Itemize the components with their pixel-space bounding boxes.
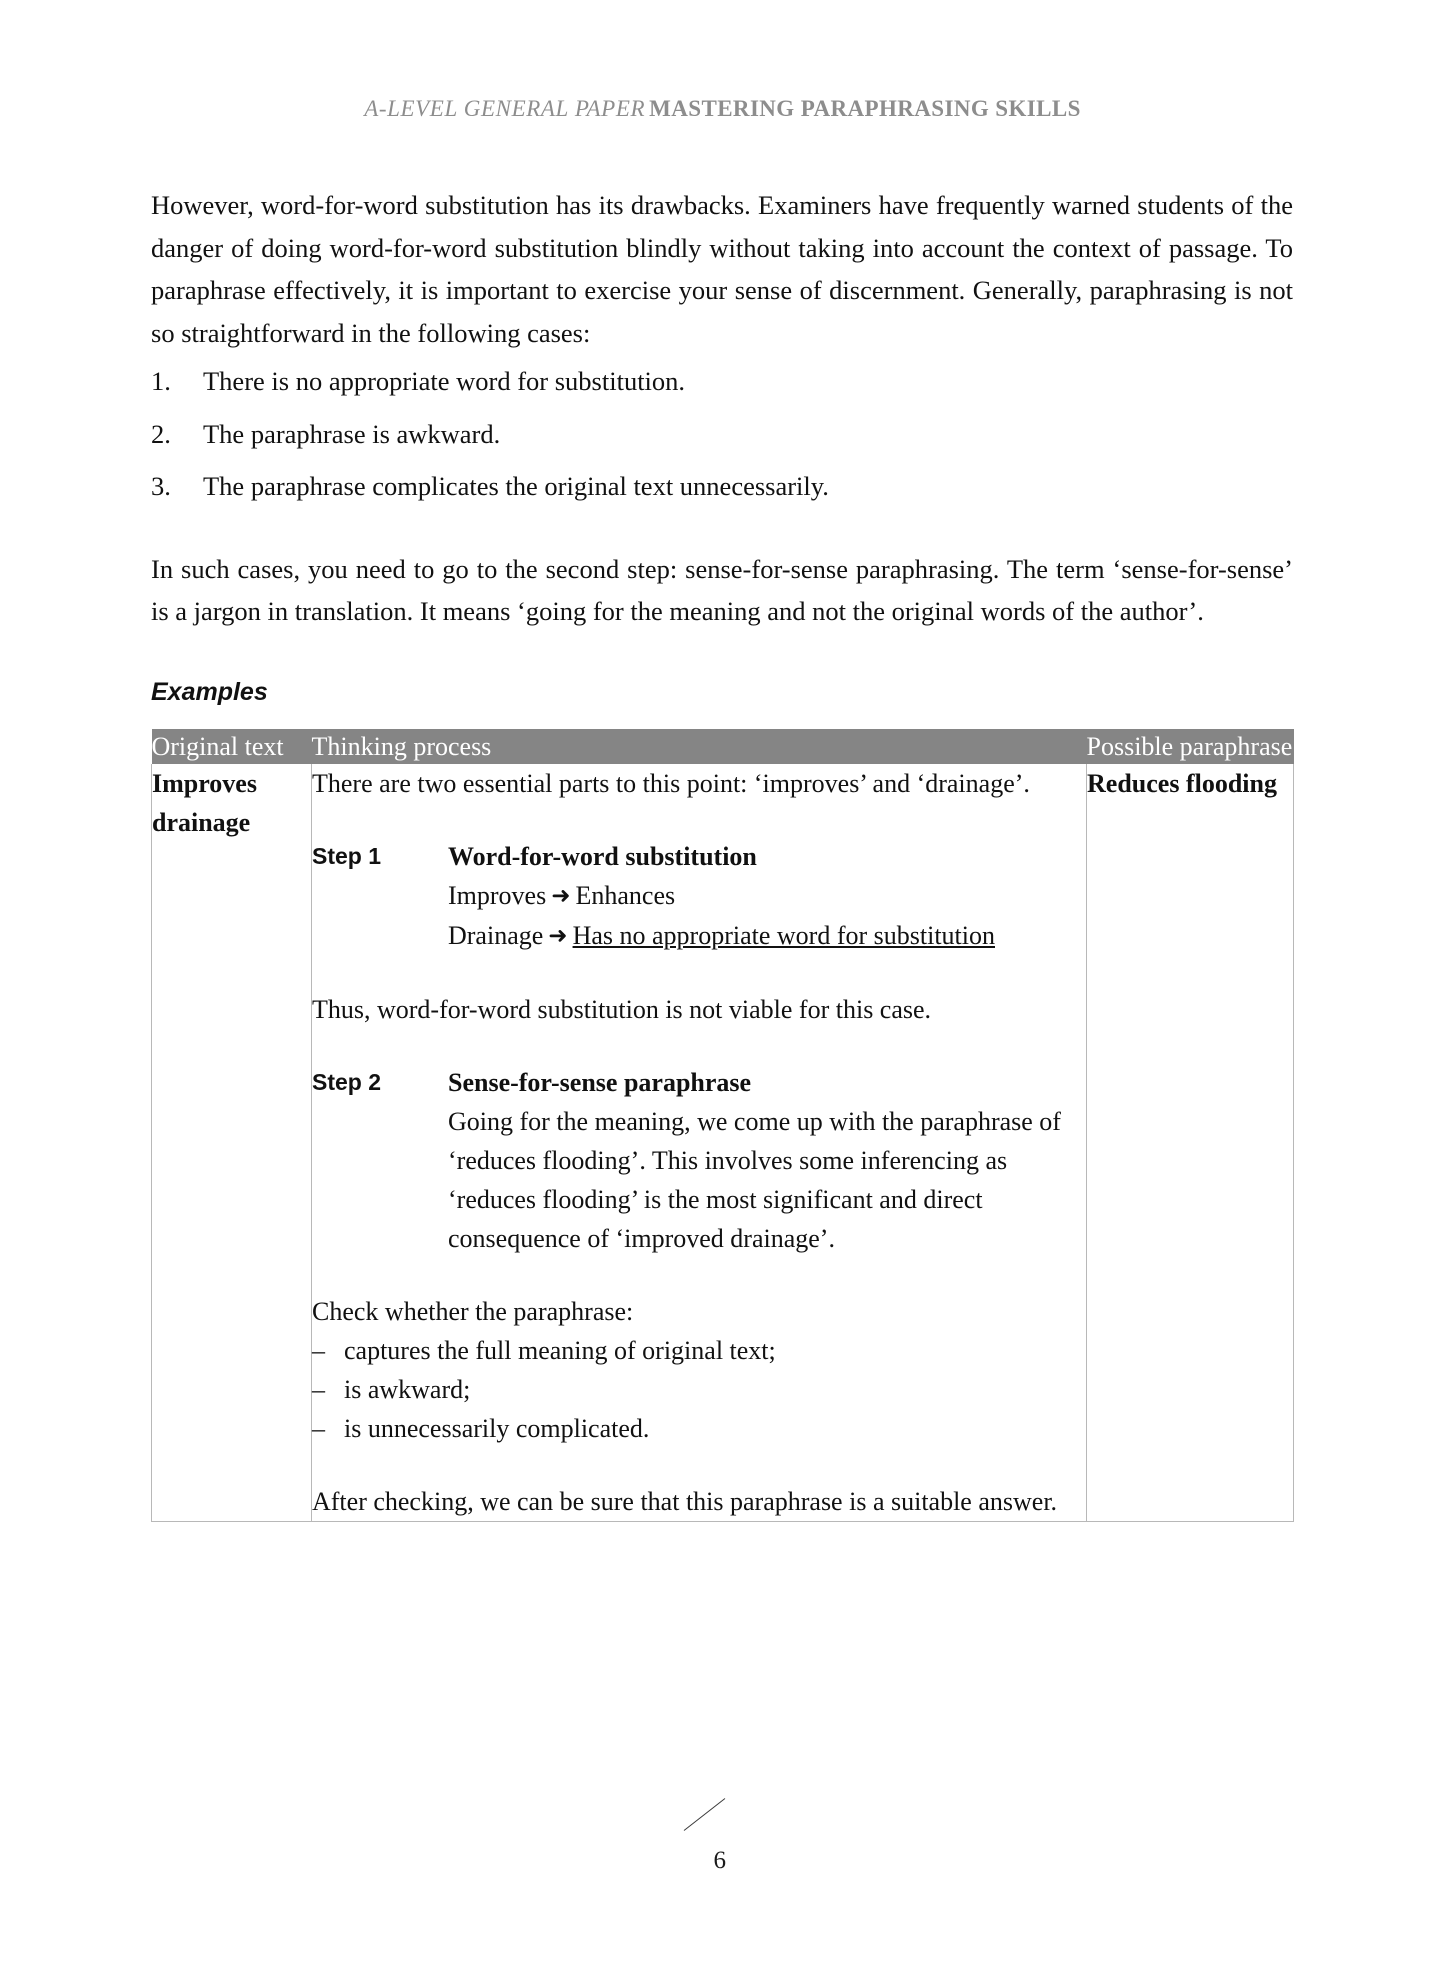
list-item — [151, 465, 1293, 508]
cell-original-text: Improves drainage — [152, 764, 312, 1522]
spacer — [151, 518, 1293, 548]
numbered-list — [151, 360, 1293, 508]
substitution-mapping — [448, 916, 1086, 956]
right-arrow-icon: ➜ — [551, 882, 571, 909]
check-list — [312, 1331, 1086, 1448]
footer-rule-decoration — [683, 1798, 725, 1831]
right-arrow-icon: ➜ — [548, 922, 568, 949]
substitution-mapping — [448, 876, 1086, 916]
running-header-book-title: A-LEVEL GENERAL PAPER — [364, 96, 646, 121]
thinking-intro: There are two essential parts to this point: ‘improves’ and ‘drainage’. — [312, 768, 1030, 798]
page-content — [151, 184, 1293, 1522]
list-item-label: There is no appropriate word for substitution. — [203, 366, 686, 396]
page-number: 6 — [713, 1847, 726, 1874]
column-header-thinking-process: Thinking process — [312, 729, 1087, 764]
list-item — [151, 360, 1293, 403]
examples-table — [151, 729, 1294, 1522]
examples-heading: Examples — [151, 677, 268, 706]
list-item-label: is awkward; — [344, 1374, 471, 1404]
paragraph-sense-for-sense: In such cases, you need to go to the second step: sense-for-sense paraphrasing. The term ‘sense-for-sense’ is a jargon in translation. It means ‘going for the meaning and not the original words of the author’. — [151, 553, 1293, 626]
step-1-title: Word-for-word substitution — [448, 841, 757, 871]
list-item — [312, 1370, 1086, 1409]
list-item-number: 1. — [151, 366, 171, 396]
list-item — [151, 413, 1293, 456]
list-item-label: is unnecessarily complicated. — [344, 1413, 650, 1443]
dash-bullet-icon: – — [312, 1413, 325, 1443]
step-2-label: Step 2 — [312, 1068, 382, 1095]
running-header-chapter-title: MASTERING PARAPHRASING SKILLS — [649, 96, 1081, 121]
list-item-number: 2. — [151, 418, 171, 449]
cell-thinking-process — [312, 764, 1087, 1522]
mapping-source: Drainage — [448, 920, 544, 950]
page-footer — [0, 1824, 1445, 1891]
table-row — [152, 764, 1294, 1522]
dash-bullet-icon: – — [312, 1374, 325, 1404]
step-2-explanation: Going for the meaning, we come up with the paraphrase of ‘reduces flooding’. This involves some inferencing as ‘reduces flooding’ is the most significant and direct consequence of ‘improved drainage’. — [448, 1106, 1061, 1253]
examples-table-head — [152, 729, 1294, 764]
check-intro: Check whether the paraphrase: — [312, 1296, 634, 1326]
running-header — [0, 96, 1445, 122]
spacer — [151, 633, 1293, 677]
step-1-block — [312, 837, 1086, 956]
paragraph-intro: However, word-for-word substitution has its drawbacks. Examiners have frequently warned students of the danger of doing word-for-word substitution blindly without taking into account the context of passage. To paraphrase effectively, it is important to exercise your sense of discernment. Generally, paraphrasing is not so straightforward in the following cases: — [151, 190, 1293, 348]
mapping-target: Enhances — [575, 880, 676, 910]
step-1-body — [448, 837, 1086, 956]
examples-table-body — [152, 764, 1294, 1522]
footer-mark — [678, 1824, 768, 1886]
list-item-label: captures the full meaning of original text; — [344, 1335, 776, 1365]
step-1-conclusion: Thus, word-for-word substitution is not viable for this case. — [312, 994, 932, 1024]
step-2-body — [448, 1063, 1086, 1258]
step-2-title: Sense-for-sense paraphrase — [448, 1067, 752, 1097]
dash-bullet-icon: – — [312, 1335, 325, 1365]
list-item — [312, 1331, 1086, 1370]
mapping-target: Has no appropriate word for substitution — [572, 920, 995, 950]
step-2-block — [312, 1063, 1086, 1258]
list-item-number: 3. — [151, 471, 171, 501]
mapping-source: Improves — [448, 880, 547, 910]
cell-possible-paraphrase: Reduces flooding — [1087, 764, 1294, 1522]
list-item — [312, 1409, 1086, 1448]
list-item-label: The paraphrase is awkward. — [203, 418, 501, 449]
thinking-closing: After checking, we can be sure that this paraphrase is a suitable answer. — [312, 1486, 1058, 1516]
list-item-label: The paraphrase complicates the original text unnecessarily. — [203, 471, 829, 501]
table-header-row — [152, 729, 1294, 764]
column-header-possible-paraphrase: Possible paraphrase — [1087, 729, 1294, 764]
column-header-original-text: Original text — [152, 729, 312, 764]
step-1-label: Step 1 — [312, 842, 382, 869]
